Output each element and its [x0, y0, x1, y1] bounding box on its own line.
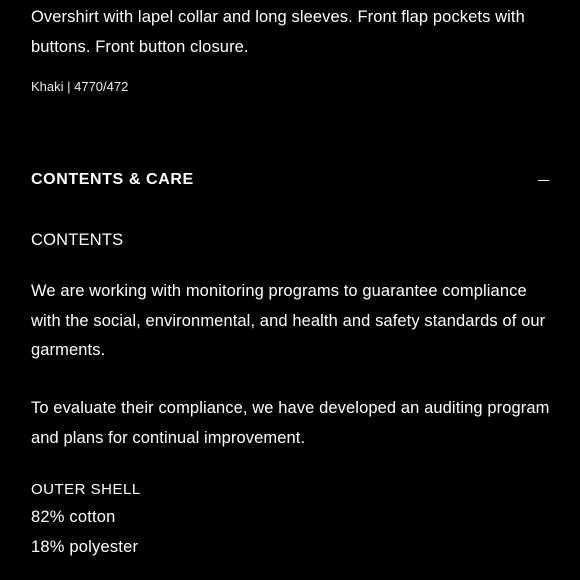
material-composition-list — [31, 503, 138, 562]
material-item: 82% cotton — [31, 508, 116, 526]
product-description: Overshirt with lapel collar and long sleeves. Front flap pockets with buttons. Front button closure. — [31, 8, 525, 56]
audit-paragraph: To evaluate their compliance, we have developed an auditing program and plans for continual improvement. — [31, 399, 550, 447]
color-reference: Khaki | 4770/472 — [31, 79, 129, 94]
compliance-paragraph: We are working with monitoring programs to guarantee compliance with the social, environmental, and health and safety standards of our garments. — [31, 282, 546, 359]
contents-heading: CONTENTS — [31, 231, 124, 249]
material-item: 18% polyester — [31, 537, 139, 556]
contents-care-accordion-header[interactable] — [31, 168, 549, 192]
contents-care-title: CONTENTS & CARE — [31, 171, 194, 188]
minus-icon[interactable] — [538, 180, 549, 181]
outer-shell-heading: OUTER SHELL — [31, 481, 141, 498]
